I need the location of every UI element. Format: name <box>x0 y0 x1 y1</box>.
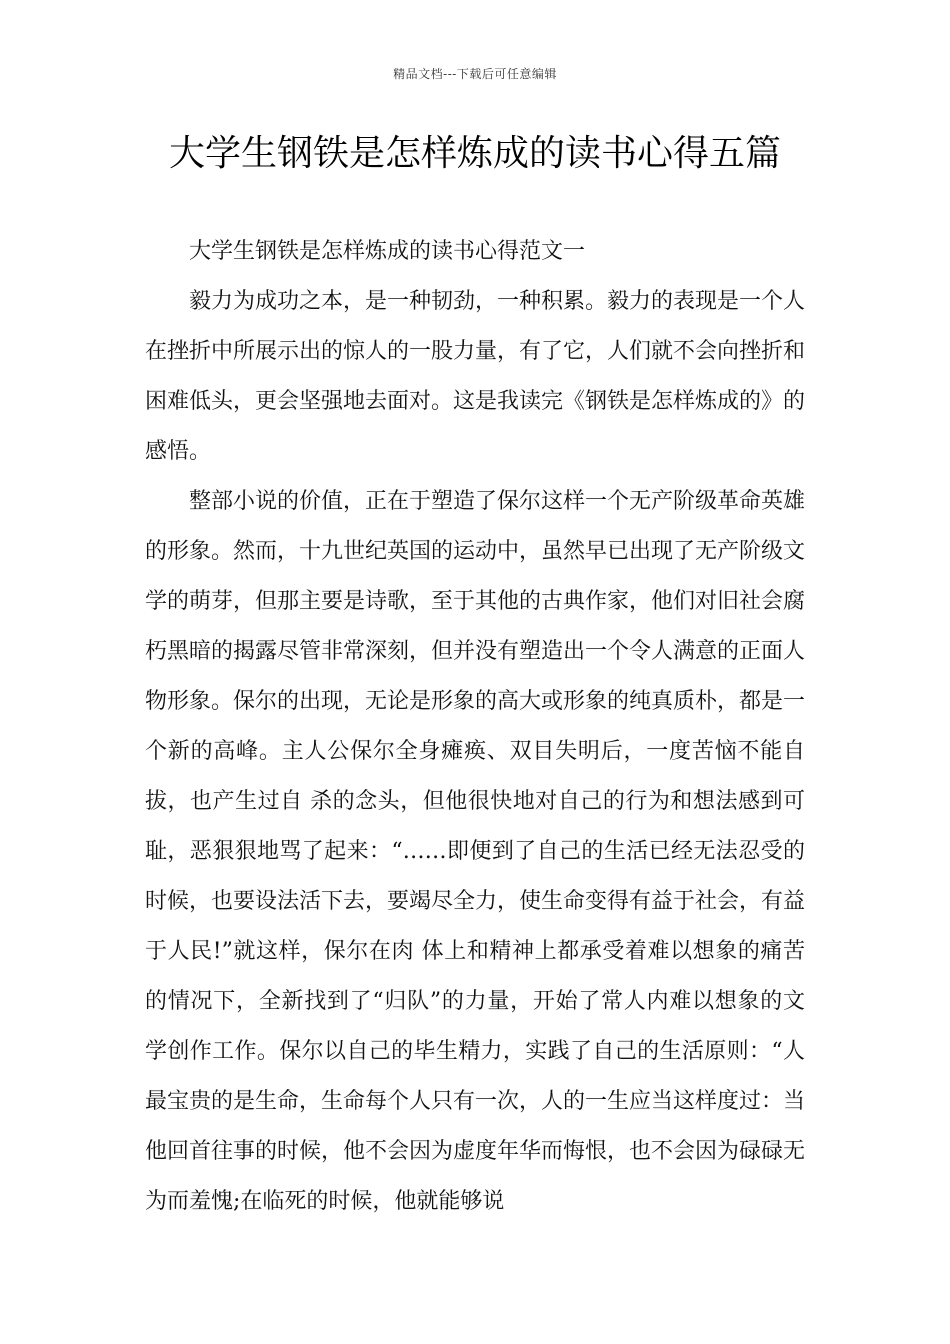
document-body <box>145 227 805 1227</box>
paragraph: 整部小说的价值，正在于塑造了保尔这样一个无产阶级革命英雄的形象。然而，十九世纪英国的运动中，虽然早已出现了无产阶级文学的萌芽，但那主要是诗歌，至于其他的古典作家，他们对旧社会腐朽黑暗的揭露尽管非常深刻，但并没有塑造出一个令人满意的正面人物形象。保尔的出现，无论是形象的高大或形象的纯真质朴，都是一个新的高峰。主人公保尔全身瘫痪、双目失明后，一度苦恼不能自拔，也产生过自 杀的念头，但他很快地对自己的行为和想法感到可耻，恶狠狠地骂了起来：“……即便到了自己的生活已经无法忍受的时候，也要设法活下去，要竭尽全力，使生命变得有益于社会，有益于人民!”就这样，保尔在肉 体上和精神上都承受着难以想象的痛苦的情况下，全新找到了“归队”的力量，开始了常人内难以想象的文学创作工作。保尔以自己的毕生精力，实践了自己的生活原则：“人最宝贵的是生命，生命每个人只有一次，人的一生应当这样度过：当他回首往事的时候，他不会因为虚度年华而悔恨，也不会因为碌碌无为而羞愧;在临死的时候，他就能够说 <box>145 489 806 1214</box>
header-note: 精品文档---下载后可任意编辑 <box>393 67 557 81</box>
paragraph: 毅力为成功之本，是一种韧劲，一种积累。毅力的表现是一个人在挫折中所展示出的惊人的一股力量，有了它，人们就不会向挫折和困难低头，更会坚强地去面对。这是我读完《钢铁是怎样炼成的》的感悟。 <box>145 289 806 464</box>
document-title: 大学生钢铁是怎样炼成的读书心得五篇 <box>168 133 781 174</box>
section-heading: 大学生钢铁是怎样炼成的读书心得范文一 <box>189 239 586 264</box>
